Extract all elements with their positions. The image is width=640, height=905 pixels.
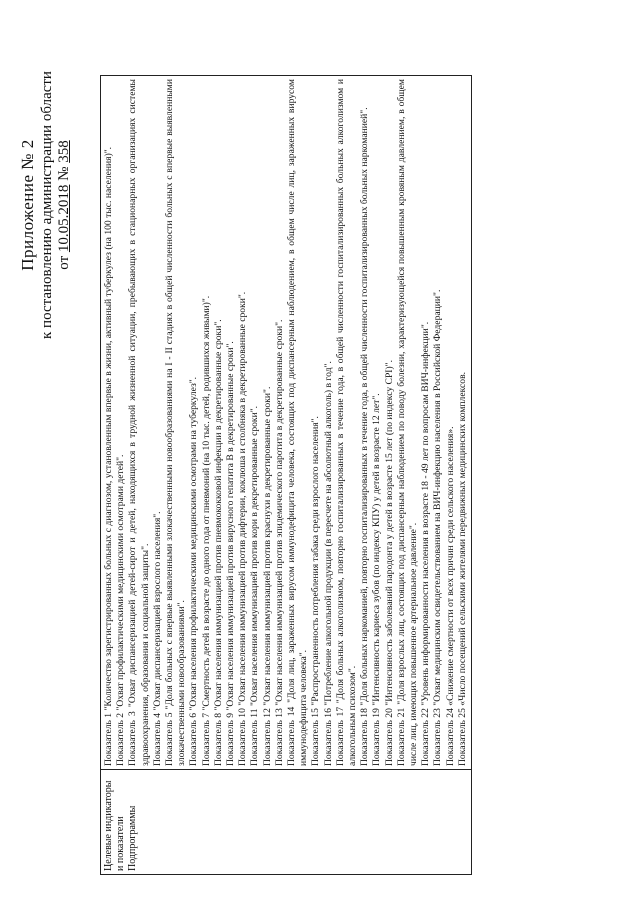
indicator-item: Показатель 7 "Смертность детей в возрасте до одного года от пневмоний (на 10 тыс. детей, родившихся живыми)". bbox=[200, 295, 212, 766]
decree-number: 358 bbox=[56, 140, 72, 163]
indicators-table bbox=[100, 75, 472, 875]
indicator-item: Показатель 9 "Охват населения иммунизацией против вирусного гепатита В в декретированные сроки". bbox=[225, 341, 237, 766]
indicator-item: Показатель 14 "Доля лиц, зараженных вирусом иммунодефицита человека, состоящих под диспансерным наблюдением, в общем числе лиц, зараженных вирусом иммунодефицита человека". bbox=[286, 79, 310, 766]
indicators-label-cell: Целевые индикаторы и показатели Подпрограммы bbox=[101, 770, 472, 875]
indicator-item: Показатель 24 «Снижение смертности от всех причин среди сельского населения». bbox=[444, 426, 456, 766]
indicator-item: Показатель 25 «Число посещений сельскими жителями передвижных медицинских комплексов. bbox=[456, 371, 468, 766]
indicators-list-cell bbox=[101, 76, 472, 770]
indicator-item: Показатель 2 "Охват профилактическими медицинскими осмотрами детей". bbox=[115, 454, 127, 766]
indicator-item: Показатель 3 "Охват диспансеризацией детей-сирот и детей, находящихся в трудной жизненной ситуации, пребывающих в стационарных организациях системы здравоохранения, образования и социальной защиты". bbox=[127, 79, 151, 766]
indicator-item: Показатель 10 "Охват населения иммунизацией против дифтерии, коклюша и столбняка в декретированные сроки". bbox=[237, 291, 249, 766]
indicator-item: Показатель 8 "Охват населения иммунизацией против пневмококковой инфекции в декретированные сроки". bbox=[212, 319, 224, 766]
indicator-item: Показатель 19 "Интенсивность кариеса зубов (по индексу КПУ) у детей в возрасте 12 лет". bbox=[371, 393, 383, 766]
indicators-list bbox=[103, 79, 469, 766]
appendix-title: Приложение № 2 bbox=[18, 139, 37, 271]
indicator-item: Показатель 20 "Интенсивность заболеваний пародонта у детей в возрасте 15 лет (по индексу СРІ)". bbox=[383, 360, 395, 766]
indicator-item: Показатель 6 "Охват населения профилактическими медицинскими осмотрами на туберкулез". bbox=[188, 376, 200, 766]
indicator-item: Показатель 17 "Доля больных алкоголизмом, повторно госпитализированных в течение года, в общей численности госпитализированных больных алкоголизмом и алкогольным психозом". bbox=[334, 79, 359, 766]
decree-date: 10.05.2018 bbox=[56, 184, 72, 253]
number-sign: № bbox=[56, 166, 72, 181]
indicator-item: Показатель 13 "Охват населения иммунизацией против эпидемического паротита в декретированные сроки". bbox=[273, 319, 285, 766]
indicator-item: Показатель 4 "Охват диспансеризацией взрослого населения". bbox=[151, 511, 163, 766]
indicator-item: Показатель 22 "Уровень информированности населения в возрасте 18 - 49 лет по вопросам ВИЧ-инфекции". bbox=[420, 321, 432, 766]
indicator-item: Показатель 12 "Охват населения иммунизацией против краснухи в декретированные сроки". bbox=[261, 386, 273, 766]
indicator-item: Показатель 5 "Доля больных с впервые выявленными злокачественными новообразованиями на I - II стадиях в общей численности больных с впервые выявленными злокачественными новообразованиями". bbox=[164, 79, 188, 766]
indicator-item: Показатель 11 "Охват населения иммунизацией против кори в декретированные сроки". bbox=[249, 405, 261, 766]
decree-date-line bbox=[56, 40, 73, 370]
indicator-item: Показатель 15 "Распространенность потребления табака среди взрослого населения". bbox=[310, 416, 322, 766]
date-prefix: от bbox=[56, 255, 72, 270]
table-row bbox=[101, 76, 472, 875]
appendix-subtitle: к постановлению администрации области bbox=[39, 71, 55, 339]
indicator-item: Показатель 21 "Доля взрослых лиц, состоящих под диспансерным наблюдением по поводу болезни, характеризующейся повышенным кровяным давлением, в общем числе лиц, имеющих повышенное артериальное давление". bbox=[395, 79, 420, 766]
appendix-header bbox=[18, 40, 73, 370]
indicator-item: Показатель 1 "Количество зарегистрированных больных с диагнозом, установленным впервые в жизни, активный туберкулез (на 100 тыс. населения)". bbox=[103, 146, 114, 766]
indicator-item: Показатель 23 "Охват медицинским освидетельствованием на ВИЧ-инфекцию населения в Российской Федерации". bbox=[432, 289, 444, 766]
indicator-item: Показатель 16 "Потребление алкогольной продукции (в пересчете на абсолютный алкоголь) в год". bbox=[322, 361, 334, 766]
indicator-item: Показатель 18 "Доля больных наркоманией, повторно госпитализированных в течение года, в общей численности госпитализированных больных наркоманией". bbox=[359, 107, 371, 766]
